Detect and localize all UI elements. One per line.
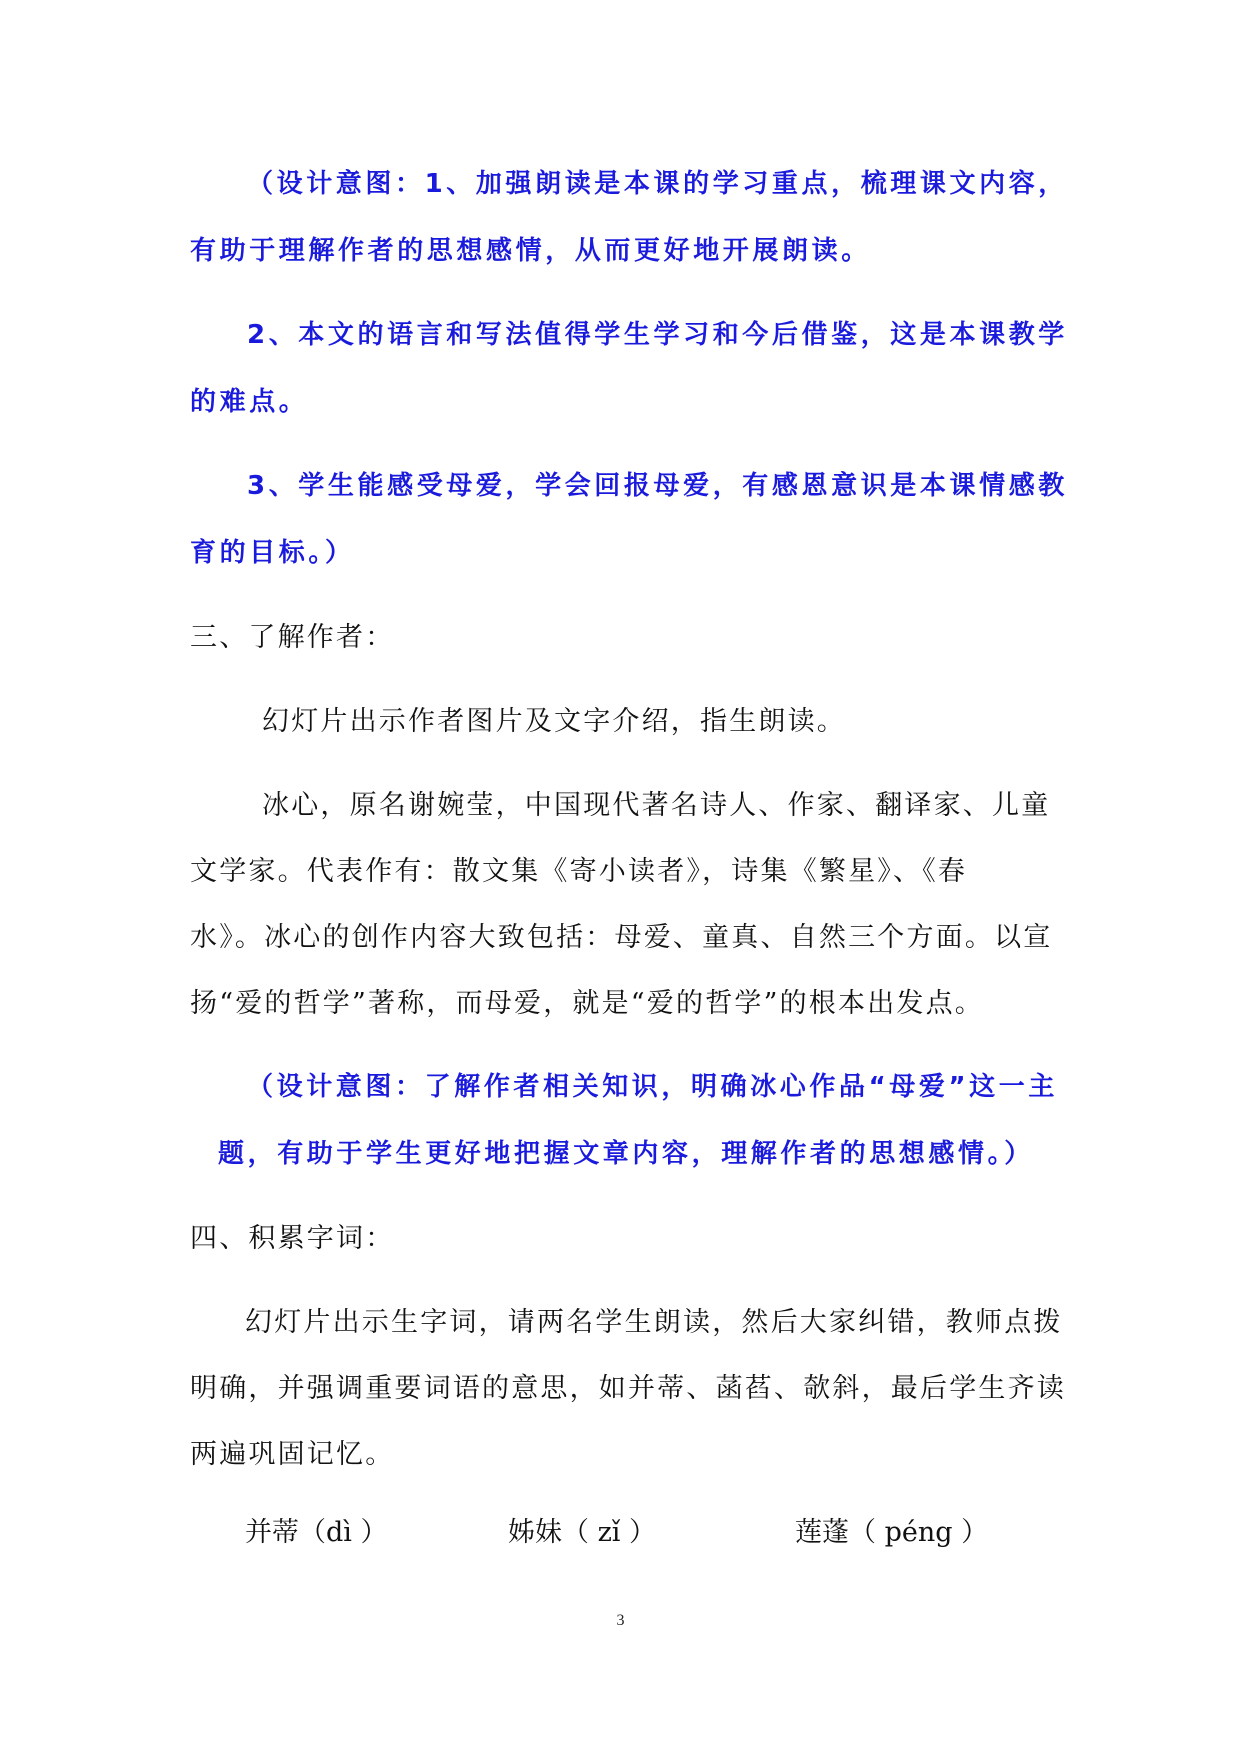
design-intent-1-line-5: 3、学生能感受母爱，学会回报母爱，有感恩意识是本课情感教 <box>247 471 1068 501</box>
section-4-paragraph-line-2: 明确，并强调重要词语的意思，如并蒂、菡萏、欹斜，最后学生齐读 <box>190 1373 1066 1404</box>
design-intent-2-line-2: 题，有助于学生更好地把握文章内容，理解作者的思想感情。） <box>218 1139 1034 1169</box>
page-number: 3 <box>616 1612 625 1629</box>
vocab-item-zimei: 姊妹（ zǐ ） <box>508 1517 657 1548</box>
section-4-paragraph-line-3: 两遍巩固记忆。 <box>190 1439 395 1470</box>
design-intent-1-line-2: 有助于理解作者的思想感情，从而更好地开展朗读。 <box>190 236 871 266</box>
design-intent-2-line-1: （设计意图：了解作者相关知识，明确冰心作品“母爱”这一主 <box>247 1072 1058 1102</box>
design-intent-1-line-1: （设计意图：1、加强朗读是本课的学习重点，梳理课文内容， <box>247 169 1068 199</box>
author-bio-line-1: 冰心，原名谢婉莹，中国现代著名诗人、作家、翻译家、儿童 <box>262 790 1051 821</box>
author-bio-line-2: 文学家。代表作有：散文集《寄小读者》，诗集《繁星》、《春 <box>190 856 968 887</box>
section-3-instruction: 幻灯片出示作者图片及文字介绍，指生朗读。 <box>262 706 846 737</box>
design-intent-1-line-6: 育的目标。） <box>190 538 355 568</box>
author-bio-line-3: 水》。冰心的创作内容大致包括：母爱、童真、自然三个方面。以宣 <box>190 922 1053 953</box>
section-4-heading: 四、积累字词： <box>190 1223 395 1254</box>
design-intent-1-line-3: 2、本文的语言和写法值得学生学习和今后借鉴，这是本课教学 <box>247 320 1068 350</box>
author-bio-line-4: 扬“爱的哲学”著称，而母爱，就是“爱的哲学”的根本出发点。 <box>190 988 985 1019</box>
design-intent-1-line-4: 的难点。 <box>190 387 309 417</box>
section-4-paragraph-line-1: 幻灯片出示生字词，请两名学生朗读，然后大家纠错，教师点拨 <box>245 1307 1063 1338</box>
section-3-heading: 三、了解作者： <box>190 622 395 653</box>
vocab-item-bingdi: 并蒂（dì ） <box>245 1517 388 1548</box>
vocab-item-lianpeng: 莲蓬（ péng ） <box>795 1517 989 1548</box>
